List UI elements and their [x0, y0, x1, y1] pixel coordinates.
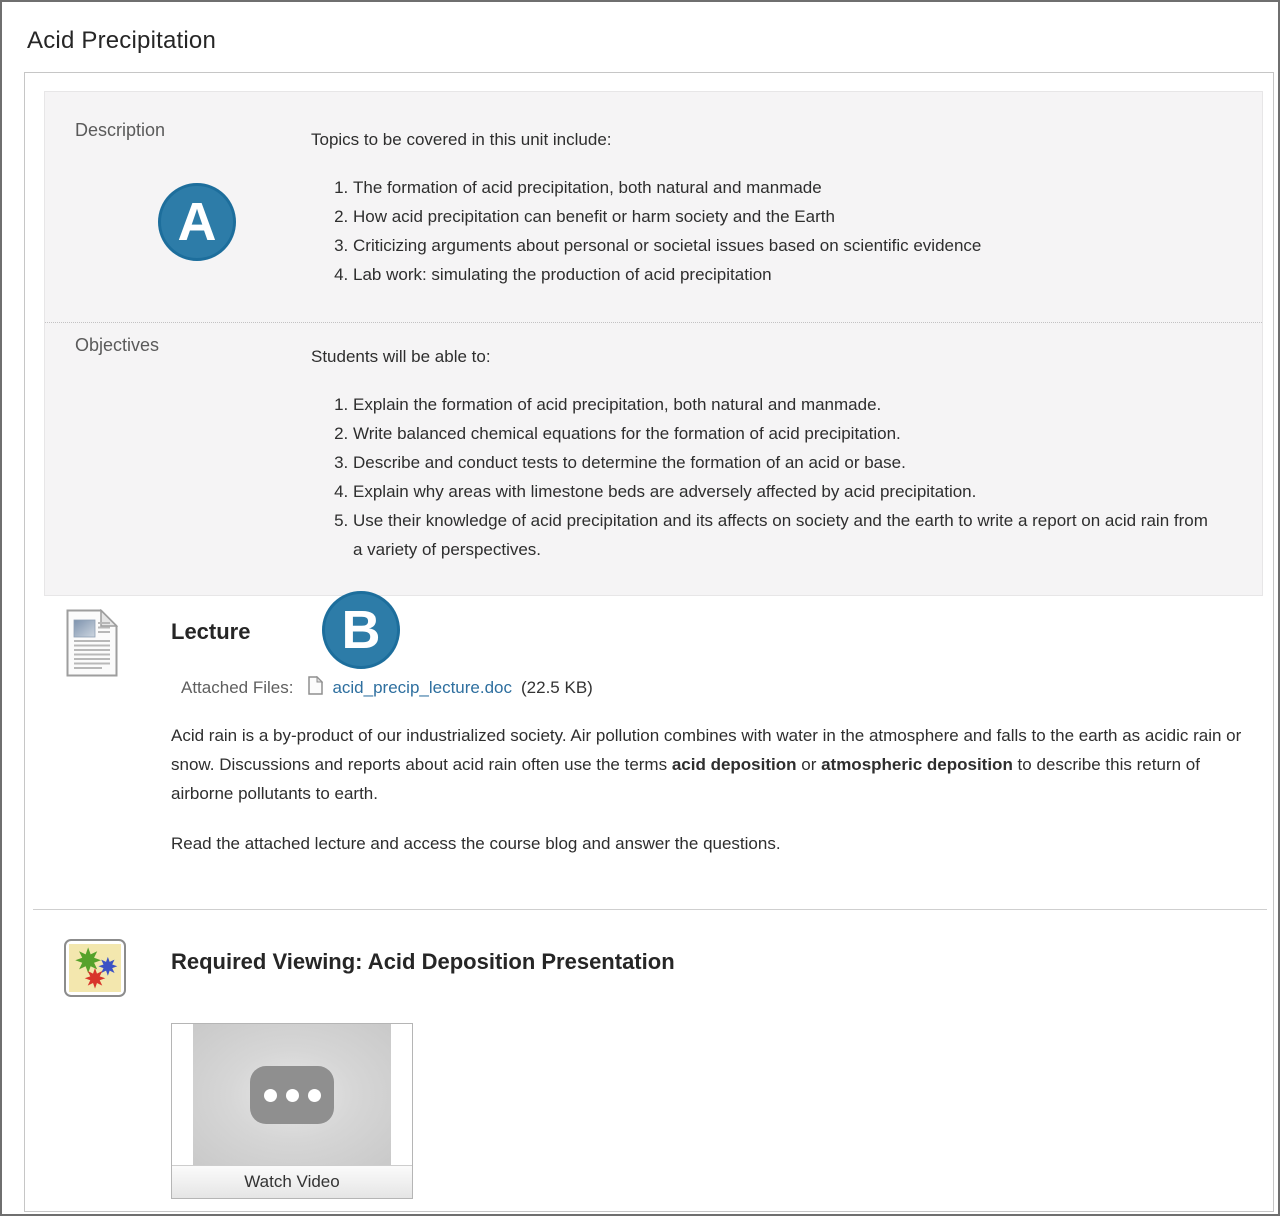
play-dot	[308, 1089, 321, 1102]
list-item: 3. Describe and conduct tests to determine the formation of an acid or base.	[353, 448, 1221, 477]
paragraph-text: or	[796, 755, 822, 774]
paragraph-text: Acid rain is a by-product of our industrialized society. Air pollution combines with water in the atmosphere and falls to the earth as acidic rain or snow. Discussions and reports about acid rain often use the terms	[171, 726, 1242, 774]
objectives-label: Objectives	[75, 335, 160, 355]
description-row	[45, 92, 1262, 322]
section-divider	[33, 909, 1267, 910]
attached-file-size: (22.5 KB)	[521, 678, 593, 697]
list-item: 3. Criticizing arguments about personal or societal issues based on scientific evidence	[353, 231, 1232, 260]
attached-files-label: Attached Files:	[181, 678, 294, 697]
document-icon	[66, 609, 118, 682]
objectives-list	[311, 390, 1221, 564]
description-label-cell	[45, 92, 311, 322]
attached-file-link[interactable]: acid_precip_lecture.doc	[332, 678, 513, 697]
lecture-body-text	[171, 721, 1259, 858]
color-splat-content-icon	[64, 939, 126, 997]
annotation-badge-b-icon: B	[322, 591, 400, 669]
list-item: 2. How acid precipitation can benefit or harm society and the Earth	[353, 202, 1232, 231]
play-dot	[264, 1089, 277, 1102]
paragraph-text: to describe this return of airborne pollutants to earth.	[171, 755, 1200, 803]
objectives-row	[45, 322, 1262, 595]
list-item: 1. Explain the formation of acid precipitation, both natural and manmade.	[353, 390, 1221, 419]
play-dot	[286, 1089, 299, 1102]
color-splat-background	[69, 944, 121, 992]
bold-term: atmospheric deposition	[821, 755, 1013, 774]
file-icon	[308, 676, 323, 700]
list-item: 4. Explain why areas with limestone beds are adversely affected by acid precipitation.	[353, 477, 1221, 506]
bold-term: acid deposition	[671, 755, 797, 774]
description-content	[311, 92, 1262, 322]
list-item: 1. The formation of acid precipitation, both natural and manmade	[353, 173, 1232, 202]
details-panel	[44, 91, 1263, 596]
attached-files-row	[181, 676, 593, 700]
list-item: 4. Lab work: simulating the production of acid precipitation	[353, 260, 1232, 289]
watch-video-thumbnail[interactable]	[171, 1023, 413, 1199]
watch-video-caption[interactable]: Watch Video	[172, 1165, 412, 1198]
play-button-icon	[250, 1066, 334, 1124]
content-box	[24, 72, 1274, 1212]
annotation-badge-a-icon: A	[158, 183, 236, 261]
description-label: Description	[75, 120, 166, 140]
video-preview-area	[193, 1024, 391, 1166]
topics-list	[311, 173, 1232, 289]
list-item: 2. Write balanced chemical equations for the formation of acid precipitation.	[353, 419, 1221, 448]
lecture-item-title: Lecture	[171, 619, 251, 644]
lecture-paragraph-1	[171, 721, 1259, 808]
objectives-intro: Students will be able to:	[311, 347, 491, 366]
list-item: 5. Use their knowledge of acid precipitation and its affects on society and the earth to write a report on acid rain from a variety of perspectives.	[353, 506, 1221, 564]
objectives-content	[311, 323, 1251, 595]
lecture-paragraph-2: Read the attached lecture and access the course blog and answer the questions.	[171, 834, 781, 853]
topics-intro: Topics to be covered in this unit include:	[311, 130, 612, 149]
page-title: Acid Precipitation	[27, 27, 217, 55]
required-viewing-title: Required Viewing: Acid Deposition Presentation	[171, 949, 675, 974]
objectives-label-cell	[45, 323, 311, 595]
